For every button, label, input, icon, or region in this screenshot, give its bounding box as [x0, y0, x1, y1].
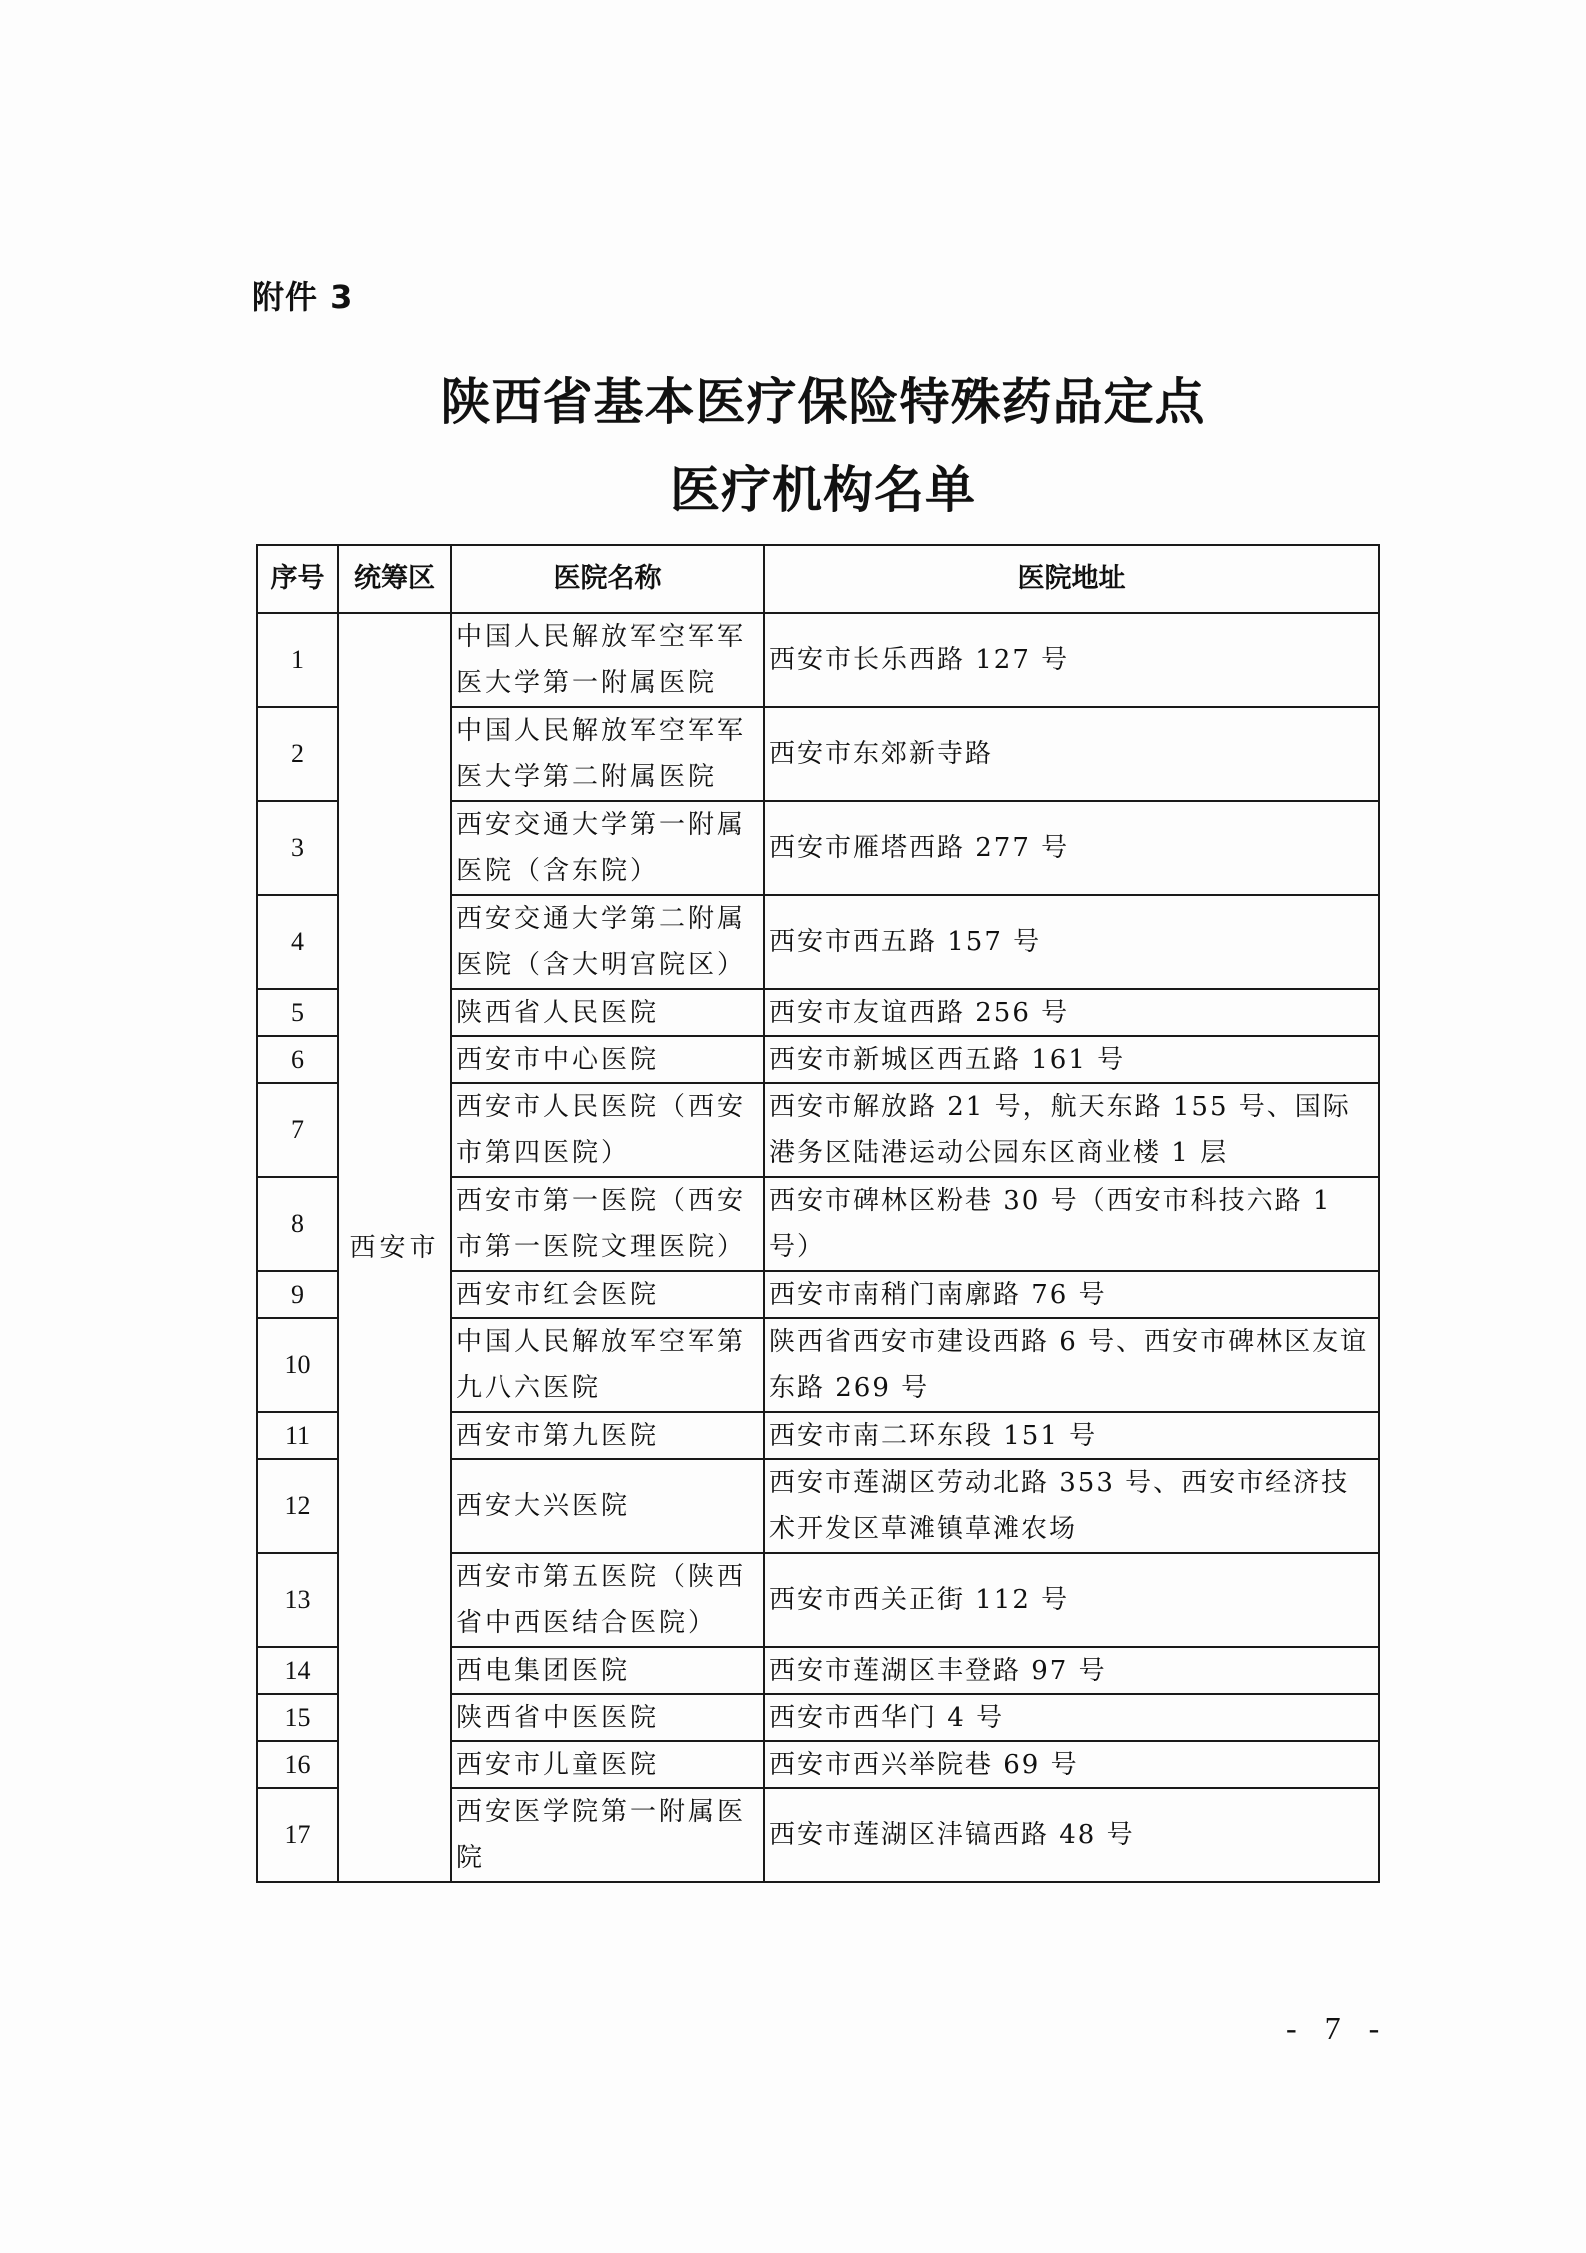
hospital-name-cell: 陕西省中医医院 — [451, 1694, 764, 1741]
hospital-name-cell: 西安市中心医院 — [451, 1036, 764, 1083]
header-serial-number: 序号 — [257, 545, 338, 613]
serial-number-cell: 10 — [257, 1318, 338, 1412]
serial-number-cell: 6 — [257, 1036, 338, 1083]
hospital-name-cell: 中国人民解放军空军第九八六医院 — [451, 1318, 764, 1412]
hospital-name-cell: 西安市第一医院（西安市第一医院文理医院） — [451, 1177, 764, 1271]
document-title-line-2: 医疗机构名单 — [670, 461, 976, 519]
serial-number-cell: 13 — [257, 1553, 338, 1647]
region-cell: 西安市 — [338, 613, 451, 1882]
serial-number-cell: 14 — [257, 1647, 338, 1694]
header-region: 统筹区 — [338, 545, 451, 613]
hospital-name-cell: 中国人民解放军空军军医大学第一附属医院 — [451, 613, 764, 707]
serial-number-cell: 12 — [257, 1459, 338, 1553]
hospital-address-cell: 西安市碑林区粉巷 30 号（西安市科技六路 1 号） — [764, 1177, 1379, 1271]
hospital-address-cell: 西安市西五路 157 号 — [764, 895, 1379, 989]
hospital-name-cell: 西安交通大学第二附属医院（含大明宫院区） — [451, 895, 764, 989]
serial-number-cell: 7 — [257, 1083, 338, 1177]
hospital-name-cell: 西安市红会医院 — [451, 1271, 764, 1318]
header-hospital-address: 医院地址 — [764, 545, 1379, 613]
serial-number-cell: 1 — [257, 613, 338, 707]
hospital-address-cell: 西安市解放路 21 号，航天东路 155 号、国际港务区陆港运动公园东区商业楼 1 层 — [764, 1083, 1379, 1177]
hospital-name-cell: 西安市人民医院（西安市第四医院） — [451, 1083, 764, 1177]
header-hospital-name: 医院名称 — [451, 545, 764, 613]
hospital-name-cell: 西电集团医院 — [451, 1647, 764, 1694]
hospital-address-cell: 西安市南二环东段 151 号 — [764, 1412, 1379, 1459]
attachment-label: 附件 3 — [252, 278, 354, 316]
serial-number-cell: 17 — [257, 1788, 338, 1882]
hospital-name-cell: 西安交通大学第一附属医院（含东院） — [451, 801, 764, 895]
serial-number-cell: 8 — [257, 1177, 338, 1271]
serial-number-cell: 9 — [257, 1271, 338, 1318]
hospital-address-cell: 西安市南稍门南廓路 76 号 — [764, 1271, 1379, 1318]
hospital-name-cell: 陕西省人民医院 — [451, 989, 764, 1036]
hospital-address-cell: 西安市西关正街 112 号 — [764, 1553, 1379, 1647]
hospital-address-cell: 西安市雁塔西路 277 号 — [764, 801, 1379, 895]
hospital-name-cell: 西安市儿童医院 — [451, 1741, 764, 1788]
hospital-address-cell: 西安市长乐西路 127 号 — [764, 613, 1379, 707]
hospital-address-cell: 西安市友谊西路 256 号 — [764, 989, 1379, 1036]
hospital-address-cell: 西安市新城区西五路 161 号 — [764, 1036, 1379, 1083]
hospital-name-cell: 西安医学院第一附属医院 — [451, 1788, 764, 1882]
hospital-address-cell: 西安市莲湖区丰登路 97 号 — [764, 1647, 1379, 1694]
hospital-name-cell: 中国人民解放军空军军医大学第二附属医院 — [451, 707, 764, 801]
table-header-row — [257, 545, 1379, 613]
hospital-address-cell: 西安市莲湖区沣镐西路 48 号 — [764, 1788, 1379, 1882]
serial-number-cell: 11 — [257, 1412, 338, 1459]
hospital-list-table — [256, 544, 1380, 1883]
serial-number-cell: 3 — [257, 801, 338, 895]
serial-number-cell: 5 — [257, 989, 338, 1036]
hospital-address-cell: 西安市东郊新寺路 — [764, 707, 1379, 801]
page-number: - 7 - — [1286, 2010, 1390, 2046]
serial-number-cell: 16 — [257, 1741, 338, 1788]
hospital-address-cell: 西安市西华门 4 号 — [764, 1694, 1379, 1741]
hospital-address-cell: 西安市西兴举院巷 69 号 — [764, 1741, 1379, 1788]
serial-number-cell: 4 — [257, 895, 338, 989]
hospital-address-cell: 陕西省西安市建设西路 6 号、西安市碑林区友谊东路 269 号 — [764, 1318, 1379, 1412]
serial-number-cell: 15 — [257, 1694, 338, 1741]
document-title-line-1: 陕西省基本医疗保险特殊药品定点 — [440, 373, 1206, 431]
serial-number-cell: 2 — [257, 707, 338, 801]
hospital-address-cell: 西安市莲湖区劳动北路 353 号、西安市经济技术开发区草滩镇草滩农场 — [764, 1459, 1379, 1553]
hospital-name-cell: 西安市第九医院 — [451, 1412, 764, 1459]
hospital-name-cell: 西安大兴医院 — [451, 1459, 764, 1553]
table-row — [257, 613, 1379, 707]
hospital-name-cell: 西安市第五医院（陕西省中西医结合医院） — [451, 1553, 764, 1647]
